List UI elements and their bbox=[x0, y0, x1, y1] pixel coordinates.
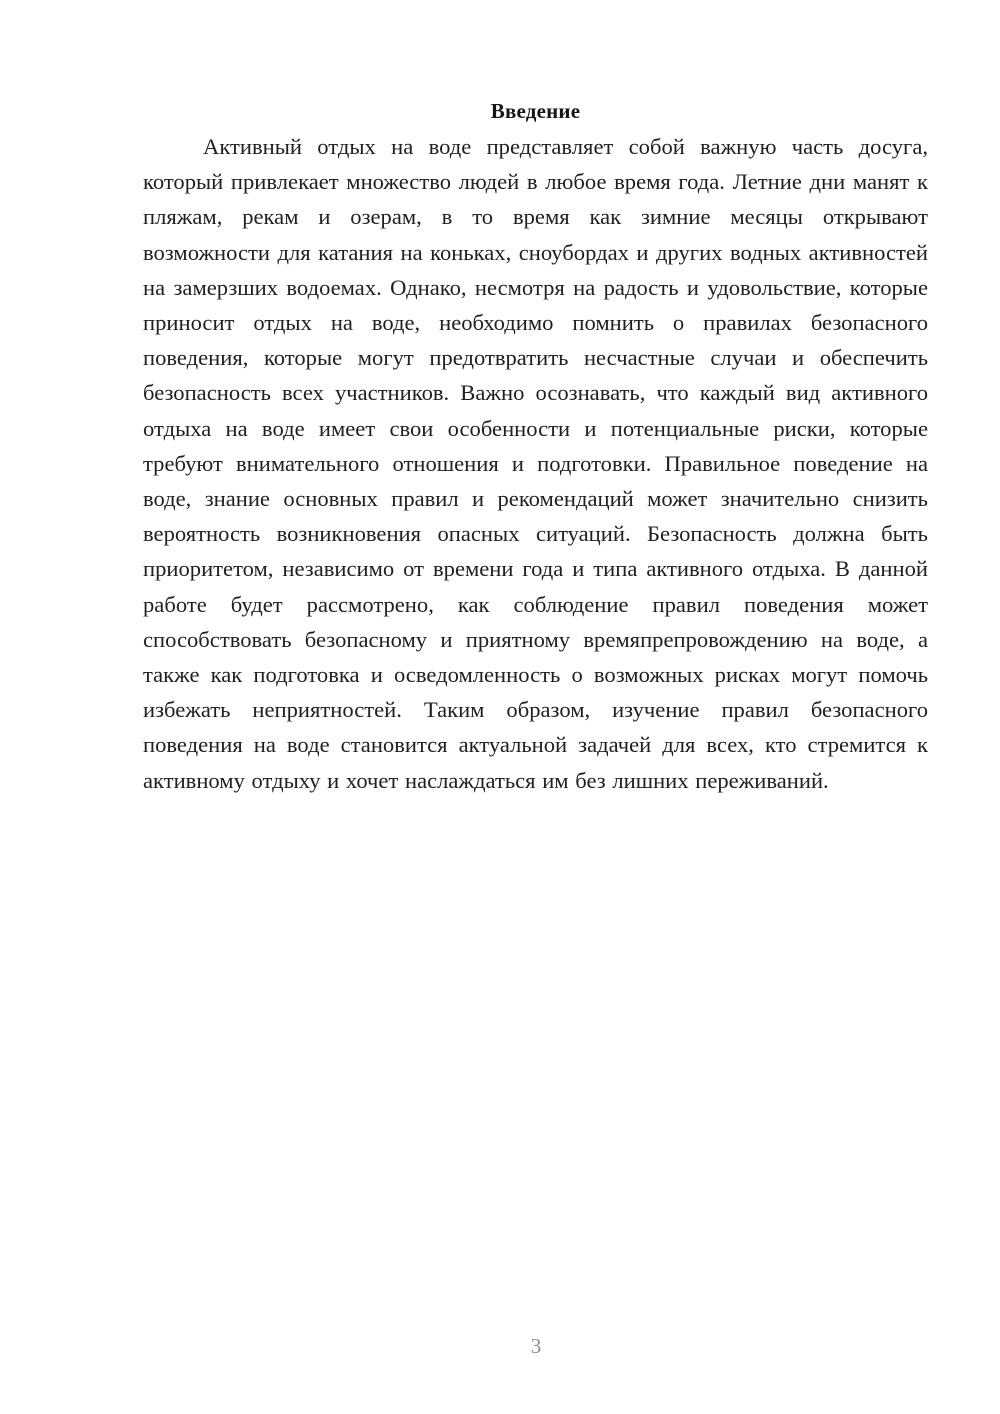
page-content bbox=[143, 93, 928, 798]
page-title: Введение bbox=[490, 99, 581, 123]
page-number: 3 bbox=[530, 1334, 542, 1358]
intro-paragraph: Активный отдых на воде представляет собой важную часть досуга, который привлекает множество людей в любое время года. Летние дни манят к пляжам, рекам и озерам, в то время как зимние месяцы открывают возможности для катания на коньках, сноубордах и других водных активностей на замерзших водоемах. Однако, несмотря на радость и удовольствие, которые приносит отдых на воде, необходимо помнить о правилах безопасного поведения, которые могут предотвратить несчастные случаи и обеспечить безопасность всех участников. Важно осознавать, что каждый вид активного отдыха на воде имеет свои особенности и потенциальные риски, которые требуют внимательного отношения и подготовки. Правильное поведение на воде, знание основных правил и рекомендаций может значительно снизить вероятность возникновения опасных ситуаций. Безопасность должна быть приоритетом, независимо от времени года и типа активного отдыха. В данной работе будет рассмотрено, как соблюдение правил поведения может способствовать безопасному и приятному времяпрепровождению на воде, а также как подготовка и осведомленность о возможных рисках могут помочь избежать неприятностей. Таким образом, изучение правил безопасного поведения на воде становится актуальной задачей для всех, кто стремится к активному отдыху и хочет наслаждаться им без лишних переживаний. bbox=[143, 134, 928, 793]
